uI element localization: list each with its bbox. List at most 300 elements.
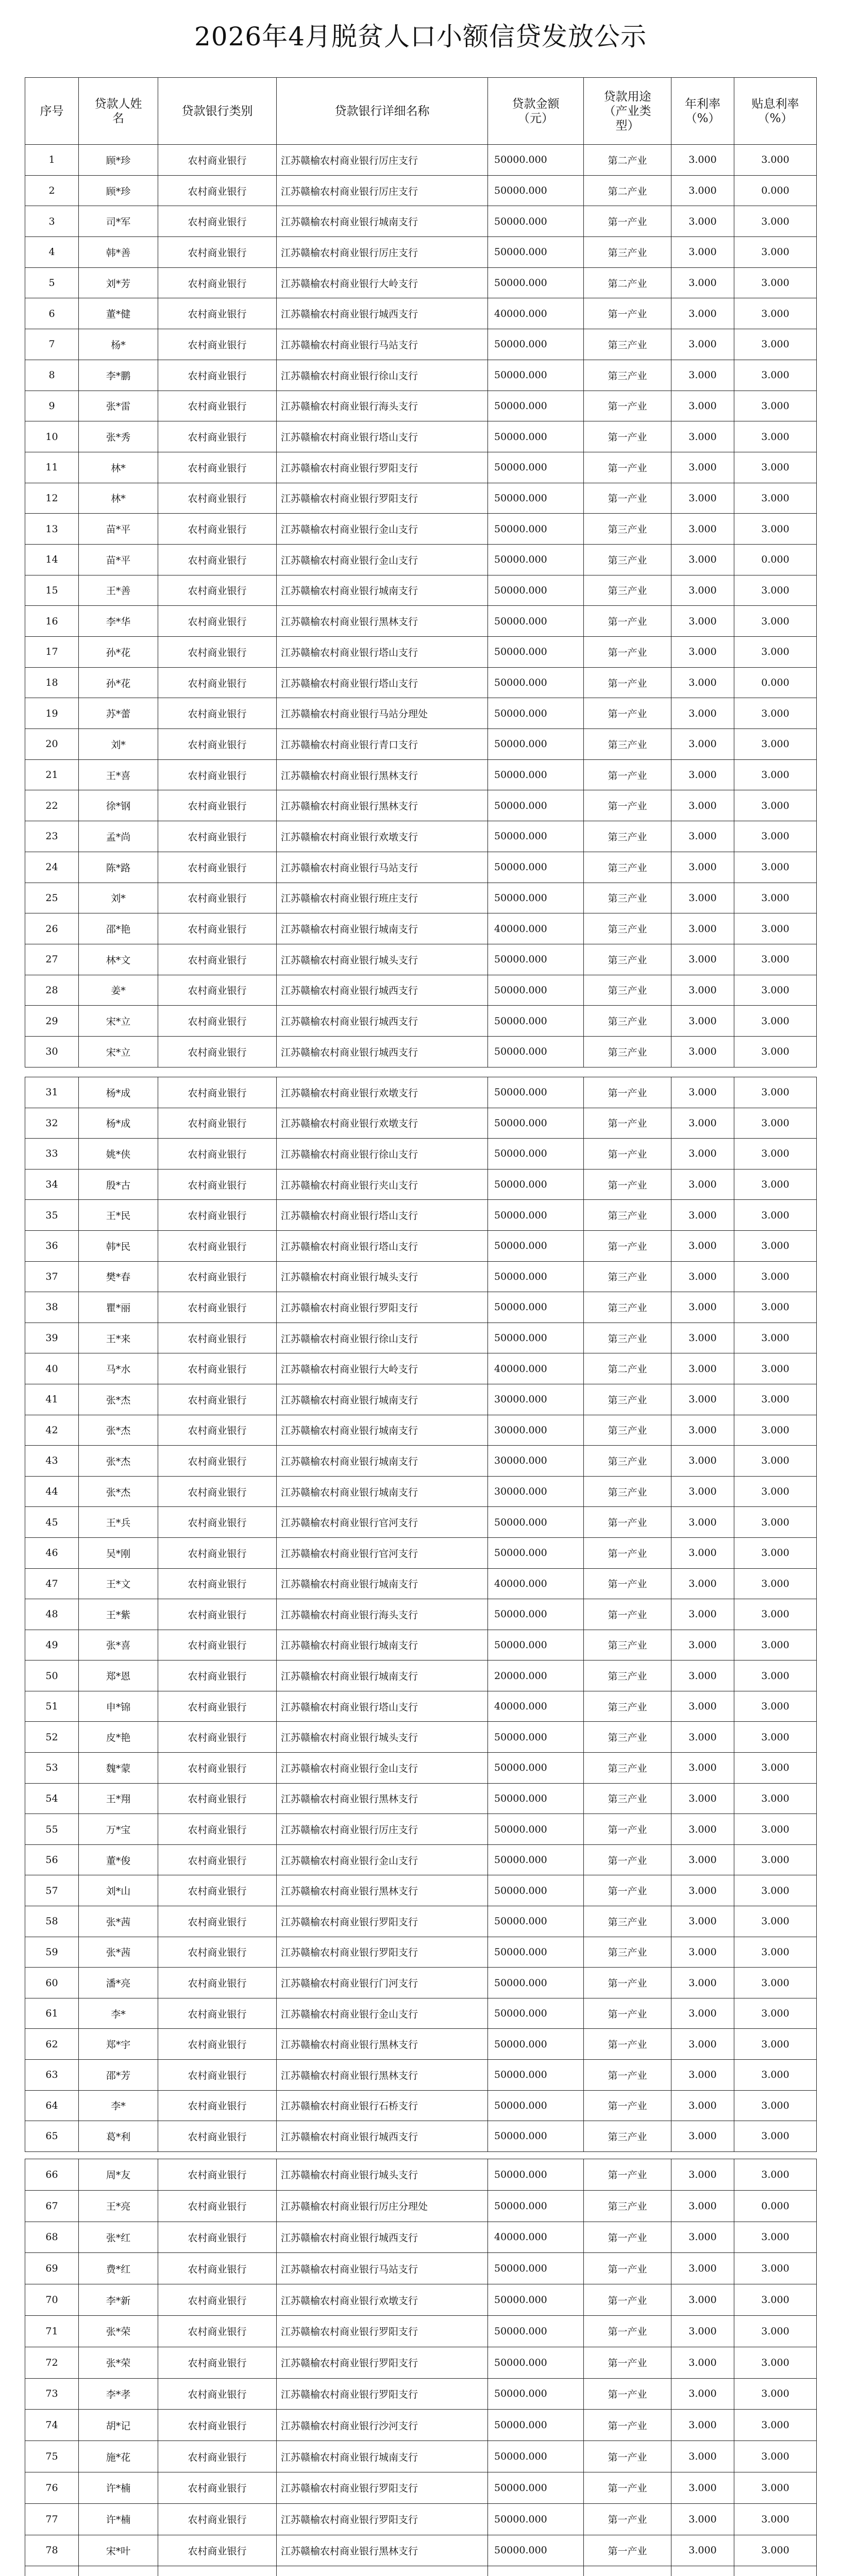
cell-borrower: 顾*珍 — [79, 175, 158, 206]
cell-index: 5 — [25, 267, 79, 298]
cell-industry: 第一产业 — [584, 2253, 671, 2284]
cell-amount: 50000.000 — [488, 1814, 584, 1845]
cell-amount: 30000.000 — [488, 1476, 584, 1507]
cell-industry: 第三产业 — [584, 913, 671, 944]
table-row — [25, 329, 817, 360]
cell-index: 77 — [25, 2503, 79, 2535]
cell-bank-name: 江苏赣榆农村商业银行城南支行 — [277, 206, 488, 237]
table-row — [25, 1937, 817, 1968]
cell-borrower: 司*军 — [79, 206, 158, 237]
cell-rate: 3.000 — [671, 667, 734, 698]
cell-index: 13 — [25, 514, 79, 545]
loan-table-1 — [25, 77, 817, 1067]
table-row — [25, 2472, 817, 2503]
cell-rate: 3.000 — [671, 421, 734, 452]
cell-industry: 第一产业 — [584, 2315, 671, 2347]
cell-borrower: 张*喜 — [79, 1630, 158, 1660]
cell-industry: 第一产业 — [584, 1108, 671, 1139]
cell-industry: 第三产业 — [584, 1722, 671, 1753]
cell-borrower: 郑*恩 — [79, 1660, 158, 1691]
cell-borrower: 宋*立 — [79, 1006, 158, 1037]
cell-industry: 第二产业 — [584, 145, 671, 176]
table-row — [25, 1968, 817, 1998]
cell-subsidy-rate: 3.000 — [734, 1323, 817, 1353]
cell-borrower: 苗*平 — [79, 514, 158, 545]
table-row — [25, 2159, 817, 2191]
table-row — [25, 1415, 817, 1446]
table-row — [25, 2190, 817, 2222]
cell-borrower: 宋*立 — [79, 1036, 158, 1067]
cell-bank-type: 农村商业银行 — [158, 1353, 277, 1384]
cell-borrower: 宋*叶 — [79, 2535, 158, 2566]
cell-bank-name: 江苏赣榆农村商业银行石桥支行 — [277, 2090, 488, 2121]
cell-amount: 50000.000 — [488, 821, 584, 852]
cell-rate: 3.000 — [671, 821, 734, 852]
cell-bank-name: 江苏赣榆农村商业银行塔山支行 — [277, 1230, 488, 1261]
cell-bank-name: 江苏赣榆农村商业银行黑林支行 — [277, 2029, 488, 2060]
cell-bank-name: 江苏赣榆农村商业银行黑林支行 — [277, 2060, 488, 2091]
cell-subsidy-rate: 3.000 — [734, 759, 817, 790]
cell-subsidy-rate: 3.000 — [734, 2315, 817, 2347]
table-row — [25, 2253, 817, 2284]
cell-industry: 第三产业 — [584, 514, 671, 545]
cell-rate: 3.000 — [671, 452, 734, 483]
cell-borrower: 韩*善 — [79, 237, 158, 268]
cell-rate: 3.000 — [671, 514, 734, 545]
table-row — [25, 1446, 817, 1477]
cell-amount: 50000.000 — [488, 606, 584, 637]
cell-rate: 3.000 — [671, 1261, 734, 1292]
cell-borrower: 万*宝 — [79, 1814, 158, 1845]
cell-amount: 50000.000 — [488, 2503, 584, 2535]
cell-index: 56 — [25, 1844, 79, 1875]
cell-bank-type: 农村商业银行 — [158, 1906, 277, 1937]
cell-bank-type: 农村商业银行 — [158, 544, 277, 575]
cell-industry: 第三产业 — [584, 1446, 671, 1477]
cell-industry: 第一产业 — [584, 2503, 671, 2535]
cell-amount: 50000.000 — [488, 1630, 584, 1660]
table-row — [25, 2284, 817, 2316]
cell-borrower: 张*红 — [79, 2222, 158, 2253]
cell-subsidy-rate: 3.000 — [734, 1998, 817, 2029]
cell-index: 25 — [25, 883, 79, 913]
cell-subsidy-rate: 3.000 — [734, 975, 817, 1006]
cell-industry: 第一产业 — [584, 2410, 671, 2441]
cell-industry: 第一产业 — [584, 1844, 671, 1875]
cell-index: 27 — [25, 944, 79, 975]
cell-industry: 第三产业 — [584, 237, 671, 268]
cell-rate: 3.000 — [671, 852, 734, 883]
table-row — [25, 544, 817, 575]
table-row — [25, 1998, 817, 2029]
cell-subsidy-rate: 3.000 — [734, 1292, 817, 1323]
cell-industry: 第一产业 — [584, 606, 671, 637]
cell-industry: 第三产业 — [584, 575, 671, 606]
cell-bank-name: 江苏赣榆农村商业银行城西支行 — [277, 2222, 488, 2253]
cell-bank-name: 江苏赣榆农村商业银行塔山支行 — [277, 667, 488, 698]
cell-industry: 第三产业 — [584, 1753, 671, 1784]
cell-bank-type: 农村商业银行 — [158, 1036, 277, 1067]
cell-index: 59 — [25, 1937, 79, 1968]
cell-rate: 3.000 — [671, 2190, 734, 2222]
cell-bank-type: 农村商业银行 — [158, 2535, 277, 2566]
cell-bank-type: 农村商业银行 — [158, 1384, 277, 1415]
cell-amount: 50000.000 — [488, 2090, 584, 2121]
cell-index: 64 — [25, 2090, 79, 2121]
table-row — [25, 2222, 817, 2253]
cell-industry: 第一产业 — [584, 206, 671, 237]
cell-amount: 50000.000 — [488, 575, 584, 606]
cell-bank-name: 江苏赣榆农村商业银行黑林支行 — [277, 2535, 488, 2566]
cell-borrower: 李*孝 — [79, 2378, 158, 2410]
cell-subsidy-rate: 3.000 — [734, 237, 817, 268]
cell-rate: 3.000 — [671, 913, 734, 944]
cell-industry: 第一产业 — [584, 483, 671, 514]
cell-subsidy-rate: 3.000 — [734, 452, 817, 483]
cell-rate: 3.000 — [671, 2284, 734, 2316]
cell-index: 58 — [25, 1906, 79, 1937]
cell-bank-name: 江苏赣榆农村商业银行罗阳支行 — [277, 1937, 488, 1968]
cell-bank-type: 农村商业银行 — [158, 606, 277, 637]
cell-bank-name: 江苏赣榆农村商业银行城南支行 — [277, 1476, 488, 1507]
cell-bank-name: 江苏赣榆农村商业银行厉庄支行 — [277, 145, 488, 176]
cell-subsidy-rate: 3.000 — [734, 852, 817, 883]
cell-industry: 第一产业 — [584, 1507, 671, 1538]
cell-rate: 3.000 — [671, 1139, 734, 1170]
cell-industry: 第三产业 — [584, 1261, 671, 1292]
cell-bank-name: 江苏赣榆农村商业银行罗阳支行 — [277, 1906, 488, 1937]
cell-industry — [584, 2566, 671, 2576]
cell-bank-name: 江苏赣榆农村商业银行城南支行 — [277, 1568, 488, 1599]
cell-rate: 3.000 — [671, 1384, 734, 1415]
cell-amount: 40000.000 — [488, 913, 584, 944]
cell-bank-name: 江苏赣榆农村商业银行大岭支行 — [277, 1353, 488, 1384]
cell-bank-name: 江苏赣榆农村商业银行欢墩支行 — [277, 1108, 488, 1139]
cell-bank-type: 农村商业银行 — [158, 2159, 277, 2191]
cell-subsidy-rate: 3.000 — [734, 1446, 817, 1477]
cell-rate: 3.000 — [671, 637, 734, 668]
cell-subsidy-rate: 3.000 — [734, 514, 817, 545]
cell-index: 60 — [25, 1968, 79, 1998]
cell-borrower: 王*亮 — [79, 2190, 158, 2222]
cell-rate: 3.000 — [671, 2253, 734, 2284]
cell-bank-name: 江苏赣榆农村商业银行城西支行 — [277, 1036, 488, 1067]
cell-amount: 50000.000 — [488, 790, 584, 821]
cell-bank-name: 江苏赣榆农村商业银行城西支行 — [277, 298, 488, 329]
cell-bank-type: 农村商业银行 — [158, 514, 277, 545]
cell-bank-type: 农村商业银行 — [158, 360, 277, 391]
cell-subsidy-rate: 3.000 — [734, 298, 817, 329]
cell-subsidy-rate: 3.000 — [734, 1507, 817, 1538]
table-row — [25, 2503, 817, 2535]
cell-industry: 第三产业 — [584, 883, 671, 913]
table-row — [25, 975, 817, 1006]
cell-bank-type: 农村商业银行 — [158, 1844, 277, 1875]
cell-rate: 3.000 — [671, 1230, 734, 1261]
cell-amount: 50000.000 — [488, 2315, 584, 2347]
cell-bank-type: 农村商业银行 — [158, 1230, 277, 1261]
cell-index: 15 — [25, 575, 79, 606]
cell-bank-type: 农村商业银行 — [158, 2029, 277, 2060]
cell-amount: 50000.000 — [488, 759, 584, 790]
cell-rate: 3.000 — [671, 2378, 734, 2410]
table-row — [25, 1660, 817, 1691]
cell-rate: 3.000 — [671, 2060, 734, 2091]
cell-subsidy-rate: 3.000 — [734, 421, 817, 452]
cell-borrower: 杨*成 — [79, 1108, 158, 1139]
cell-subsidy-rate: 3.000 — [734, 883, 817, 913]
cell-bank-type: 农村商业银行 — [158, 2253, 277, 2284]
cell-rate: 3.000 — [671, 1599, 734, 1630]
cell-bank-type: 农村商业银行 — [158, 421, 277, 452]
cell-subsidy-rate: 0.000 — [734, 2190, 817, 2222]
cell-borrower: 王*民 — [79, 1200, 158, 1231]
cell-industry: 第一产业 — [584, 698, 671, 729]
cell-bank-name: 江苏赣榆农村商业银行罗阳支行 — [277, 2503, 488, 2535]
cell-subsidy-rate: 3.000 — [734, 698, 817, 729]
cell-borrower: 顾*珍 — [79, 145, 158, 176]
cell-rate: 3.000 — [671, 2090, 734, 2121]
cell-industry: 第三产业 — [584, 729, 671, 760]
cell-industry: 第三产业 — [584, 1937, 671, 1968]
cell-amount: 50000.000 — [488, 1230, 584, 1261]
cell-bank-name: 江苏赣榆农村商业银行城南支行 — [277, 1384, 488, 1415]
table-row — [25, 1630, 817, 1660]
cell-borrower: 姚*侠 — [79, 1139, 158, 1170]
cell-bank-name: 江苏赣榆农村商业银行城头支行 — [277, 2159, 488, 2191]
cell-bank-type: 农村商业银行 — [158, 1691, 277, 1722]
cell-index: 74 — [25, 2410, 79, 2441]
cell-bank-type: 农村商业银行 — [158, 298, 277, 329]
cell-industry: 第三产业 — [584, 1384, 671, 1415]
cell-bank-name: 江苏赣榆农村商业银行城南支行 — [277, 1630, 488, 1660]
cell-bank-name: 江苏赣榆农村商业银行青口支行 — [277, 729, 488, 760]
cell-subsidy-rate: 3.000 — [734, 1230, 817, 1261]
cell-subsidy-rate: 3.000 — [734, 1537, 817, 1568]
cell-index: 37 — [25, 1261, 79, 1292]
cell-index: 48 — [25, 1599, 79, 1630]
cell-amount: 50000.000 — [488, 1875, 584, 1906]
cell-subsidy-rate: 3.000 — [734, 2159, 817, 2191]
table-row — [25, 2121, 817, 2152]
cell-bank-name: 江苏赣榆农村商业银行徐山支行 — [277, 1139, 488, 1170]
table-row — [25, 1108, 817, 1139]
cell-amount: 50000.000 — [488, 1722, 584, 1753]
cell-bank-type: 农村商业银行 — [158, 852, 277, 883]
cell-rate: 3.000 — [671, 267, 734, 298]
cell-subsidy-rate: 3.000 — [734, 1139, 817, 1170]
cell-bank-type: 农村商业银行 — [158, 1507, 277, 1538]
cell-industry: 第一产业 — [584, 421, 671, 452]
cell-borrower: 张*荣 — [79, 2347, 158, 2378]
table-row — [25, 1875, 817, 1906]
cell-subsidy-rate: 3.000 — [734, 1077, 817, 1108]
cell-subsidy-rate: 0.000 — [734, 667, 817, 698]
cell-bank-type: 农村商业银行 — [158, 2284, 277, 2316]
cell-industry: 第一产业 — [584, 1875, 671, 1906]
cell-borrower: 林*文 — [79, 944, 158, 975]
cell-bank-type: 农村商业银行 — [158, 145, 277, 176]
cell-borrower: 李*鹏 — [79, 360, 158, 391]
cell-bank-type: 农村商业银行 — [158, 913, 277, 944]
cell-bank-type — [158, 2566, 277, 2576]
cell-borrower: 马*水 — [79, 1353, 158, 1384]
table-row — [25, 1006, 817, 1037]
cell-bank-name: 江苏赣榆农村商业银行厉庄支行 — [277, 237, 488, 268]
cell-index: 67 — [25, 2190, 79, 2222]
cell-amount: 50000.000 — [488, 1906, 584, 1937]
cell-rate: 3.000 — [671, 575, 734, 606]
cell-amount: 50000.000 — [488, 975, 584, 1006]
cell-subsidy-rate: 3.000 — [734, 267, 817, 298]
cell-amount: 50000.000 — [488, 944, 584, 975]
cell-bank-name: 江苏赣榆农村商业银行城头支行 — [277, 1261, 488, 1292]
cell-amount: 50000.000 — [488, 175, 584, 206]
cell-bank-type: 农村商业银行 — [158, 1537, 277, 1568]
cell-rate: 3.000 — [671, 1006, 734, 1037]
table-row — [25, 606, 817, 637]
cell-bank-type: 农村商业银行 — [158, 329, 277, 360]
cell-industry: 第一产业 — [584, 1139, 671, 1170]
cell-amount: 40000.000 — [488, 2222, 584, 2253]
cell-borrower: 吴*刚 — [79, 1537, 158, 1568]
cell-rate: 3.000 — [671, 944, 734, 975]
cell-rate: 3.000 — [671, 1537, 734, 1568]
table-row — [25, 483, 817, 514]
cell-amount: 40000.000 — [488, 298, 584, 329]
cell-bank-name: 江苏赣榆农村商业银行黑林支行 — [277, 1875, 488, 1906]
cell-index: 71 — [25, 2315, 79, 2347]
table-row — [25, 2060, 817, 2091]
cell-industry: 第一产业 — [584, 1537, 671, 1568]
table-row — [25, 1036, 817, 1067]
cell-subsidy-rate: 3.000 — [734, 1937, 817, 1968]
cell-industry: 第一产业 — [584, 2535, 671, 2566]
table-row — [25, 2566, 817, 2576]
cell-bank-type: 农村商业银行 — [158, 759, 277, 790]
cell-bank-type: 农村商业银行 — [158, 1108, 277, 1139]
cell-rate: 3.000 — [671, 329, 734, 360]
cell-borrower: 魏*蒙 — [79, 1753, 158, 1784]
table-row — [25, 1384, 817, 1415]
cell-index: 3 — [25, 206, 79, 237]
cell-rate: 3.000 — [671, 2159, 734, 2191]
cell-bank-name: 江苏赣榆农村商业银行金山支行 — [277, 1844, 488, 1875]
table-row — [25, 2315, 817, 2347]
table-row — [25, 1230, 817, 1261]
cell-borrower: 张*荣 — [79, 2315, 158, 2347]
cell-subsidy-rate: 3.000 — [734, 360, 817, 391]
table-row — [25, 360, 817, 391]
cell-amount: 50000.000 — [488, 852, 584, 883]
cell-index: 44 — [25, 1476, 79, 1507]
cell-borrower — [79, 2566, 158, 2576]
cell-bank-type: 农村商业银行 — [158, 1446, 277, 1477]
cell-bank-type: 农村商业银行 — [158, 1169, 277, 1200]
cell-borrower: 苗*平 — [79, 544, 158, 575]
cell-bank-name: 江苏赣榆农村商业银行城南支行 — [277, 1415, 488, 1446]
cell-borrower: 潘*亮 — [79, 1968, 158, 1998]
cell-amount: 50000.000 — [488, 2159, 584, 2191]
cell-index: 4 — [25, 237, 79, 268]
cell-index: 47 — [25, 1568, 79, 1599]
cell-rate: 3.000 — [671, 1415, 734, 1446]
cell-bank-name: 江苏赣榆农村商业银行城头支行 — [277, 1722, 488, 1753]
cell-amount: 50000.000 — [488, 514, 584, 545]
cell-borrower: 王*喜 — [79, 759, 158, 790]
table-row — [25, 1568, 817, 1599]
cell-borrower: 董*健 — [79, 298, 158, 329]
cell-subsidy-rate: 3.000 — [734, 2222, 817, 2253]
table-row — [25, 1844, 817, 1875]
cell-rate: 3.000 — [671, 2441, 734, 2472]
cell-borrower: 樊*春 — [79, 1261, 158, 1292]
table-row — [25, 944, 817, 975]
table-row — [25, 145, 817, 176]
cell-industry: 第一产业 — [584, 2159, 671, 2191]
cell-borrower: 瞿*丽 — [79, 1292, 158, 1323]
cell-amount: 50000.000 — [488, 1292, 584, 1323]
cell-rate: 3.000 — [671, 1691, 734, 1722]
cell-bank-name: 江苏赣榆农村商业银行厉庄分理处 — [277, 2190, 488, 2222]
cell-borrower: 孙*花 — [79, 637, 158, 668]
table-row — [25, 2029, 817, 2060]
cell-subsidy-rate: 3.000 — [734, 1568, 817, 1599]
cell-bank-name: 江苏赣榆农村商业银行塔山支行 — [277, 637, 488, 668]
cell-index: 12 — [25, 483, 79, 514]
cell-index: 33 — [25, 1139, 79, 1170]
cell-index: 22 — [25, 790, 79, 821]
table-row — [25, 175, 817, 206]
cell-amount: 30000.000 — [488, 1384, 584, 1415]
table-row — [25, 852, 817, 883]
cell-bank-type: 农村商业银行 — [158, 2441, 277, 2472]
cell-index: 78 — [25, 2535, 79, 2566]
cell-amount: 50000.000 — [488, 2441, 584, 2472]
cell-index: 6 — [25, 298, 79, 329]
cell-bank-name: 江苏赣榆农村商业银行城南支行 — [277, 1446, 488, 1477]
cell-bank-type: 农村商业银行 — [158, 1476, 277, 1507]
cell-index: 63 — [25, 2060, 79, 2091]
cell-rate: 3.000 — [671, 1660, 734, 1691]
cell-borrower: 张*杰 — [79, 1415, 158, 1446]
cell-industry: 第一产业 — [584, 298, 671, 329]
cell-index: 31 — [25, 1077, 79, 1108]
cell-subsidy-rate: 3.000 — [734, 1599, 817, 1630]
cell-industry: 第三产业 — [584, 1630, 671, 1660]
column-header: 贷款人姓 名 — [79, 78, 158, 145]
cell-subsidy-rate: 3.000 — [734, 1844, 817, 1875]
cell-amount: 50000.000 — [488, 1261, 584, 1292]
cell-subsidy-rate: 3.000 — [734, 1108, 817, 1139]
table-row — [25, 1691, 817, 1722]
cell-borrower: 张*杰 — [79, 1446, 158, 1477]
cell-bank-type: 农村商业银行 — [158, 1006, 277, 1037]
cell-subsidy-rate — [734, 2566, 817, 2576]
cell-subsidy-rate: 3.000 — [734, 329, 817, 360]
cell-rate: 3.000 — [671, 1783, 734, 1814]
cell-subsidy-rate: 3.000 — [734, 1660, 817, 1691]
cell-rate: 3.000 — [671, 2315, 734, 2347]
cell-rate — [671, 2566, 734, 2576]
cell-amount: 50000.000 — [488, 2472, 584, 2503]
cell-bank-type: 农村商业银行 — [158, 1630, 277, 1660]
cell-amount: 50000.000 — [488, 1968, 584, 1998]
cell-borrower: 韩*民 — [79, 1230, 158, 1261]
cell-borrower: 胡*记 — [79, 2410, 158, 2441]
table-row — [25, 1139, 817, 1170]
cell-bank-type: 农村商业银行 — [158, 1568, 277, 1599]
